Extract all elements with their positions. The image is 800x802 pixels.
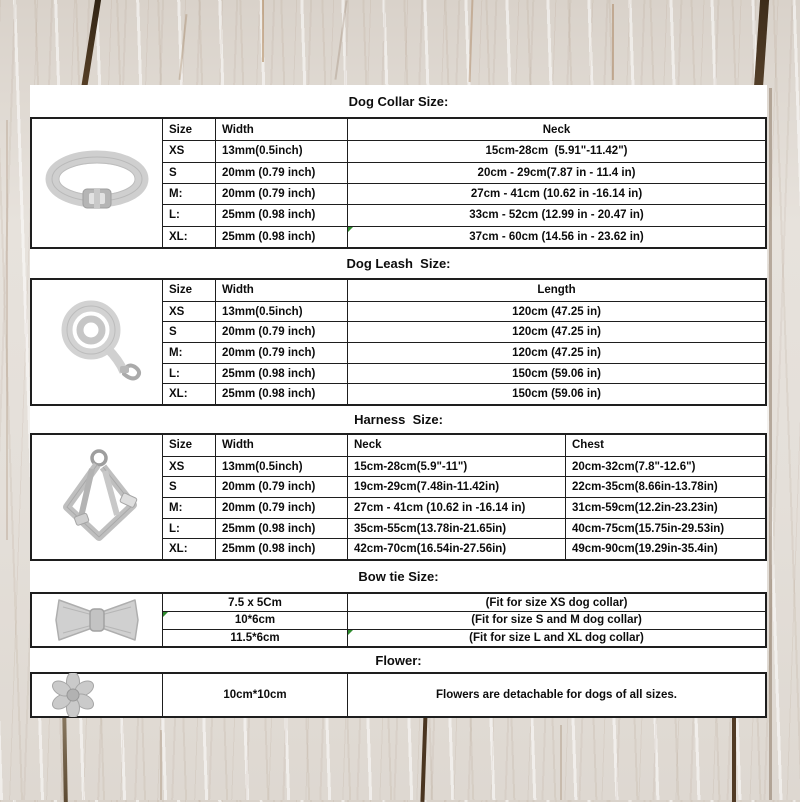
dog-harness-image	[45, 445, 149, 549]
bow-tie-photo	[32, 594, 163, 646]
data-cell: 20cm - 29cm(7.87 in - 11.4 in)	[347, 162, 765, 183]
data-cell: 25mm (0.98 inch)	[215, 538, 347, 559]
table-row	[163, 497, 765, 518]
table-row	[163, 383, 765, 404]
dog-leash-size-title: Dog Leash Size:	[346, 256, 451, 271]
wood-crack	[420, 712, 427, 802]
data-cell: 120cm (47.25 in)	[347, 321, 765, 342]
table-row	[163, 342, 765, 363]
dog-leash-photo	[32, 280, 163, 404]
dog-collar-size-table	[30, 117, 767, 249]
dog-collar-photo	[32, 119, 163, 247]
header-row	[163, 280, 765, 301]
data-cell: M:	[163, 497, 215, 518]
data-cell: 13mm(0.5inch)	[215, 456, 347, 477]
data-cell: 20mm (0.79 inch)	[215, 162, 347, 183]
header-cell: Width	[215, 280, 347, 301]
data-cell: 22cm-35cm(8.66in-13.78in)	[565, 476, 765, 497]
data-cell: 19cm-29cm(7.48in-11.42in)	[347, 476, 565, 497]
data-cell: (Fit for size L and XL dog collar)	[347, 629, 765, 646]
data-cell: 20mm (0.79 inch)	[215, 497, 347, 518]
table-row	[163, 204, 765, 225]
header-cell: Neck	[347, 435, 565, 456]
header-cell: Size	[169, 439, 193, 452]
data-cell: 20mm (0.79 inch)	[215, 476, 347, 497]
wood-crack	[262, 0, 264, 62]
wood-crack	[6, 120, 8, 540]
dog-leash-image	[47, 294, 147, 390]
data-cell: XS	[163, 301, 215, 322]
table-row	[163, 518, 765, 539]
data-cell: XS	[163, 456, 215, 477]
wood-crack	[612, 4, 614, 80]
data-cell: 10*6cm	[163, 611, 347, 628]
header-cell: Neck	[347, 119, 765, 140]
flower-title: Flower:	[375, 652, 422, 668]
data-cell: L:	[163, 363, 215, 384]
data-cell: XS	[163, 140, 215, 161]
data-cell: 27cm - 41cm (10.62 in -16.14 in)	[347, 497, 565, 518]
data-cell: XL:	[163, 538, 215, 559]
table-row	[163, 594, 765, 611]
data-cell: M:	[163, 342, 215, 363]
header-cell: Chest	[565, 435, 765, 456]
data-cell: 33cm - 52cm (12.99 in - 20.47 in)	[347, 204, 765, 225]
dog-collar-image	[41, 145, 153, 221]
table-row	[163, 162, 765, 183]
dog-collar-size-title: Dog Collar Size:	[348, 93, 449, 109]
dog-harness-photo	[32, 435, 163, 559]
flower-photo	[32, 674, 163, 716]
table-row	[163, 611, 765, 628]
data-cell: 31cm-59cm(12.2in-23.23in)	[565, 497, 765, 518]
flower-image	[51, 673, 95, 717]
bow-tie-size-table	[30, 592, 767, 648]
data-cell: 20mm (0.79 inch)	[215, 183, 347, 204]
data-cell: 13mm(0.5inch)	[215, 140, 347, 161]
data-cell: 13mm(0.5inch)	[215, 301, 347, 322]
wood-crack	[179, 14, 188, 80]
wood-crack	[62, 712, 68, 802]
data-cell: XL:	[163, 226, 215, 247]
wood-crack	[160, 730, 162, 800]
data-cell: M:	[163, 183, 215, 204]
data-cell: 25mm (0.98 inch)	[215, 363, 347, 384]
wood-crack	[560, 725, 562, 800]
data-cell: L:	[163, 204, 215, 225]
data-cell: L:	[163, 518, 215, 539]
header-cell: Width	[215, 435, 347, 456]
wood-crack	[769, 88, 772, 800]
wood-crack	[469, 0, 474, 82]
table-row	[163, 140, 765, 161]
header-row	[163, 119, 765, 140]
table-row	[163, 183, 765, 204]
data-cell: 120cm (47.25 in)	[347, 301, 765, 322]
data-cell: 25mm (0.98 inch)	[215, 383, 347, 404]
data-cell: Flowers are detachable for dogs of all sizes.	[347, 674, 765, 716]
dog-leash-size-table	[30, 278, 767, 406]
header-cell: Width	[215, 119, 347, 140]
table-row	[163, 476, 765, 497]
table-row	[163, 301, 765, 322]
bow-tie-size-title: Bow tie Size:	[358, 569, 439, 584]
table-row	[163, 538, 765, 559]
data-cell: 7.5 x 5Cm	[228, 596, 282, 609]
header-cell: Size	[169, 284, 193, 297]
data-cell: 150cm (59.06 in)	[347, 363, 765, 384]
data-cell: S	[163, 321, 215, 342]
data-cell: 15cm-28cm(5.9"-11")	[347, 456, 565, 477]
data-cell: 49cm-90cm(19.29in-35.4in)	[565, 538, 765, 559]
data-cell: 20mm (0.79 inch)	[215, 321, 347, 342]
data-cell: 11.5*6cm	[163, 629, 347, 646]
table-row	[163, 226, 765, 247]
data-cell: 25mm (0.98 inch)	[215, 518, 347, 539]
data-cell: 25mm (0.98 inch)	[215, 204, 347, 225]
data-cell: 40cm-75cm(15.75in-29.53in)	[565, 518, 765, 539]
data-cell: S	[163, 476, 215, 497]
wood-crack	[732, 712, 736, 802]
table-row	[163, 321, 765, 342]
wood-crack	[80, 0, 102, 97]
data-cell: 120cm (47.25 in)	[347, 342, 765, 363]
data-cell: 150cm (59.06 in)	[347, 383, 765, 404]
wood-crack	[754, 0, 770, 94]
data-cell: S	[163, 162, 215, 183]
table-row	[163, 629, 765, 646]
table-row	[163, 363, 765, 384]
harness-size-table	[30, 433, 767, 561]
table-row	[163, 674, 765, 716]
data-cell: 42cm-70cm(16.54in-27.56in)	[347, 538, 565, 559]
flower-table	[30, 672, 767, 718]
table-row	[163, 456, 765, 477]
header-row	[163, 435, 765, 456]
data-cell: 10cm*10cm	[223, 689, 287, 701]
wood-crack	[334, 0, 347, 79]
data-cell: 37cm - 60cm (14.56 in - 23.62 in)	[347, 226, 765, 247]
header-cell: Length	[347, 280, 765, 301]
header-cell: Size	[169, 123, 193, 136]
bow-tie-image	[53, 597, 141, 643]
data-cell: (Fit for size XS dog collar)	[347, 594, 765, 611]
size-chart-panel	[30, 85, 767, 718]
data-cell: (Fit for size S and M dog collar)	[347, 611, 765, 628]
data-cell: 27cm - 41cm (10.62 in -16.14 in)	[347, 183, 765, 204]
data-cell: 20cm-32cm(7.8"-12.6")	[565, 456, 765, 477]
data-cell: 15cm-28cm (5.91"-11.42")	[347, 140, 765, 161]
harness-size-title: Harness Size:	[354, 412, 443, 427]
data-cell: 35cm-55cm(13.78in-21.65in)	[347, 518, 565, 539]
data-cell: 25mm (0.98 inch)	[215, 226, 347, 247]
data-cell: 20mm (0.79 inch)	[215, 342, 347, 363]
data-cell: XL:	[163, 383, 215, 404]
